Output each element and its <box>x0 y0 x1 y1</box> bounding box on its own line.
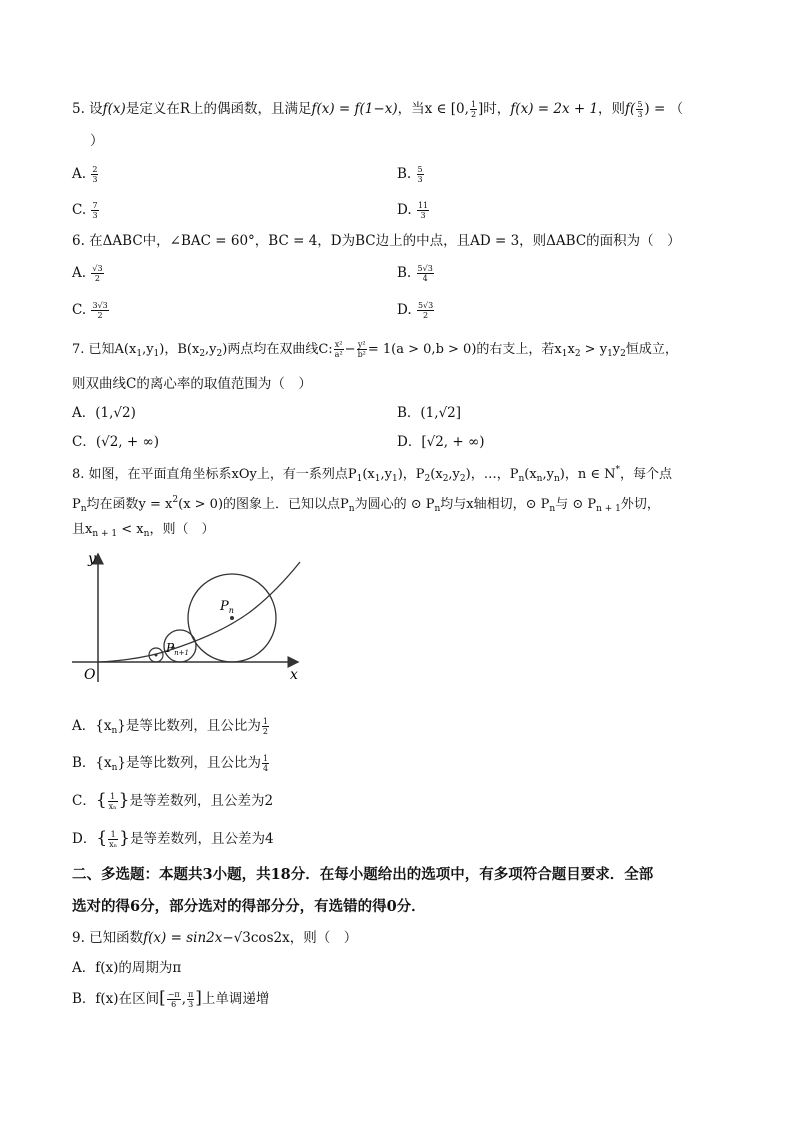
section2-heading-line1: 二、多选题：本题共3小题，共18分．在每小题给出的选项中，有多项符合题目要求．全部 <box>72 866 654 883</box>
fraction: $\frac{1}{2}$ <box>470 100 477 119</box>
fig-label-y: y <box>88 551 96 567</box>
q7-stem: 7. 已知$A(x_1,y_1)$，$B(x_2,y_2)$两点均在双曲线C: $\frac{\text{x²}}{\text{a²}}$ − $\frac{\text{y²}}{\text{b²}}$ = 1(a > 0,b > 0)的右支上，若$x_1x_2 > y_1y_2$恒成立， <box>72 340 678 359</box>
q5-option-c[interactable]: C. $\frac{7}{3}$ <box>72 201 98 220</box>
q6-stem: 6. 在ΔABC中，∠BAC = 60°，BC = 4，D为BC边上的中点，且AD = 3，则ΔABC的面积为（ ） <box>72 233 681 249</box>
fig-label-pn: $P_n$ <box>220 599 234 615</box>
fraction: $\frac{5}{3}$ <box>637 100 643 119</box>
q8-option-b[interactable]: B．$\{x_n\}$是等比数列，且公比为 $\frac{1}{4}$ <box>72 754 269 773</box>
q8-option-a[interactable]: A．$\{x_n\}$是等比数列，且公比为 $\frac{1}{2}$ <box>72 717 268 736</box>
q9-stem: 9. 已知函数f(x) = sin2x−√3cos2x，则（ ） <box>72 930 358 946</box>
q7-option-a[interactable]: A．(1,√2) <box>72 405 136 421</box>
q9-option-a[interactable]: A．f(x)的周期为π <box>72 960 182 976</box>
q5-option-a[interactable]: A. $\frac{2}{3}$ <box>72 165 98 184</box>
q7-option-c[interactable]: C．(√2, + ∞) <box>72 434 159 450</box>
q8-figure <box>70 548 310 688</box>
fig-label-pn1: $P_{n+1}$ <box>166 641 189 657</box>
q7-stem-line2: 则双曲线C的离心率的取值范围为（ ） <box>72 376 312 392</box>
q7-option-d[interactable]: D．[√2, + ∞) <box>397 434 485 450</box>
fig-label-o: O <box>84 667 96 683</box>
q6-option-c[interactable]: C. $\frac{3√3}{2}$ <box>72 301 108 320</box>
q6-option-a[interactable]: A. $\frac{√3}{2}$ <box>72 264 103 283</box>
q7-option-b[interactable]: B．(1,√2] <box>397 405 462 421</box>
q8-stem-line2: $P_n$均在函数$y = x^2(x > 0)$的图象上．已知以点$P_n$为圆心的 ⊙ $P_n$均与x轴相切，⊙ $P_n$与 ⊙ $P_{n + 1}$外切， <box>72 495 660 514</box>
q5-stem: 5. 设f(x)是定义在R上的偶函数，且满足f(x) = f(1−x)，当x ∈ [0, $\frac{1}{2}$ ]时，f(x) = 2x + 1，则f( $\frac{5}{3}$ ) = （ <box>72 100 684 119</box>
q8-stem-line3: 且$x_{n + 1} < x_n$，则（ ） <box>72 522 215 539</box>
q8-stem-line1: 8. 如图，在平面直角坐标系xOy上，有一系列点$P_1(x_1,y_1)$，$P_2(x_2,y_2)$，…，$P_n(x_n,y_n)$，n ∈ N*，每个点 <box>72 465 672 484</box>
point-pn <box>230 616 234 620</box>
q5-option-b[interactable]: B. $\frac{5}{3}$ <box>397 165 423 184</box>
q6-option-d[interactable]: D. $\frac{5√3}{2}$ <box>397 301 434 320</box>
point-small <box>155 654 158 657</box>
q5-stem-cont: ） <box>90 133 104 149</box>
section2-heading-line2: 选对的得6分，部分选对的得部分分，有选错的得0分． <box>72 898 426 915</box>
q8-option-d[interactable]: D．{ $\frac{1}{\text{xₙ}}$ }是等差数列，且公差为4 <box>72 828 274 849</box>
q9-option-b[interactable]: B．f(x)在区间[ $\frac{-\pi}{6}$ , $\frac{\pi}{3}$ ]上单调递增 <box>72 988 270 1009</box>
q8-option-c[interactable]: C．{ $\frac{1}{\text{xₙ}}$ }是等差数列，且公差为2 <box>72 790 274 811</box>
q6-option-b[interactable]: B. $\frac{5√3}{4}$ <box>397 264 433 283</box>
q5-option-d[interactable]: D. $\frac{11}{3}$ <box>397 201 429 220</box>
fig-label-x: x <box>290 667 298 683</box>
